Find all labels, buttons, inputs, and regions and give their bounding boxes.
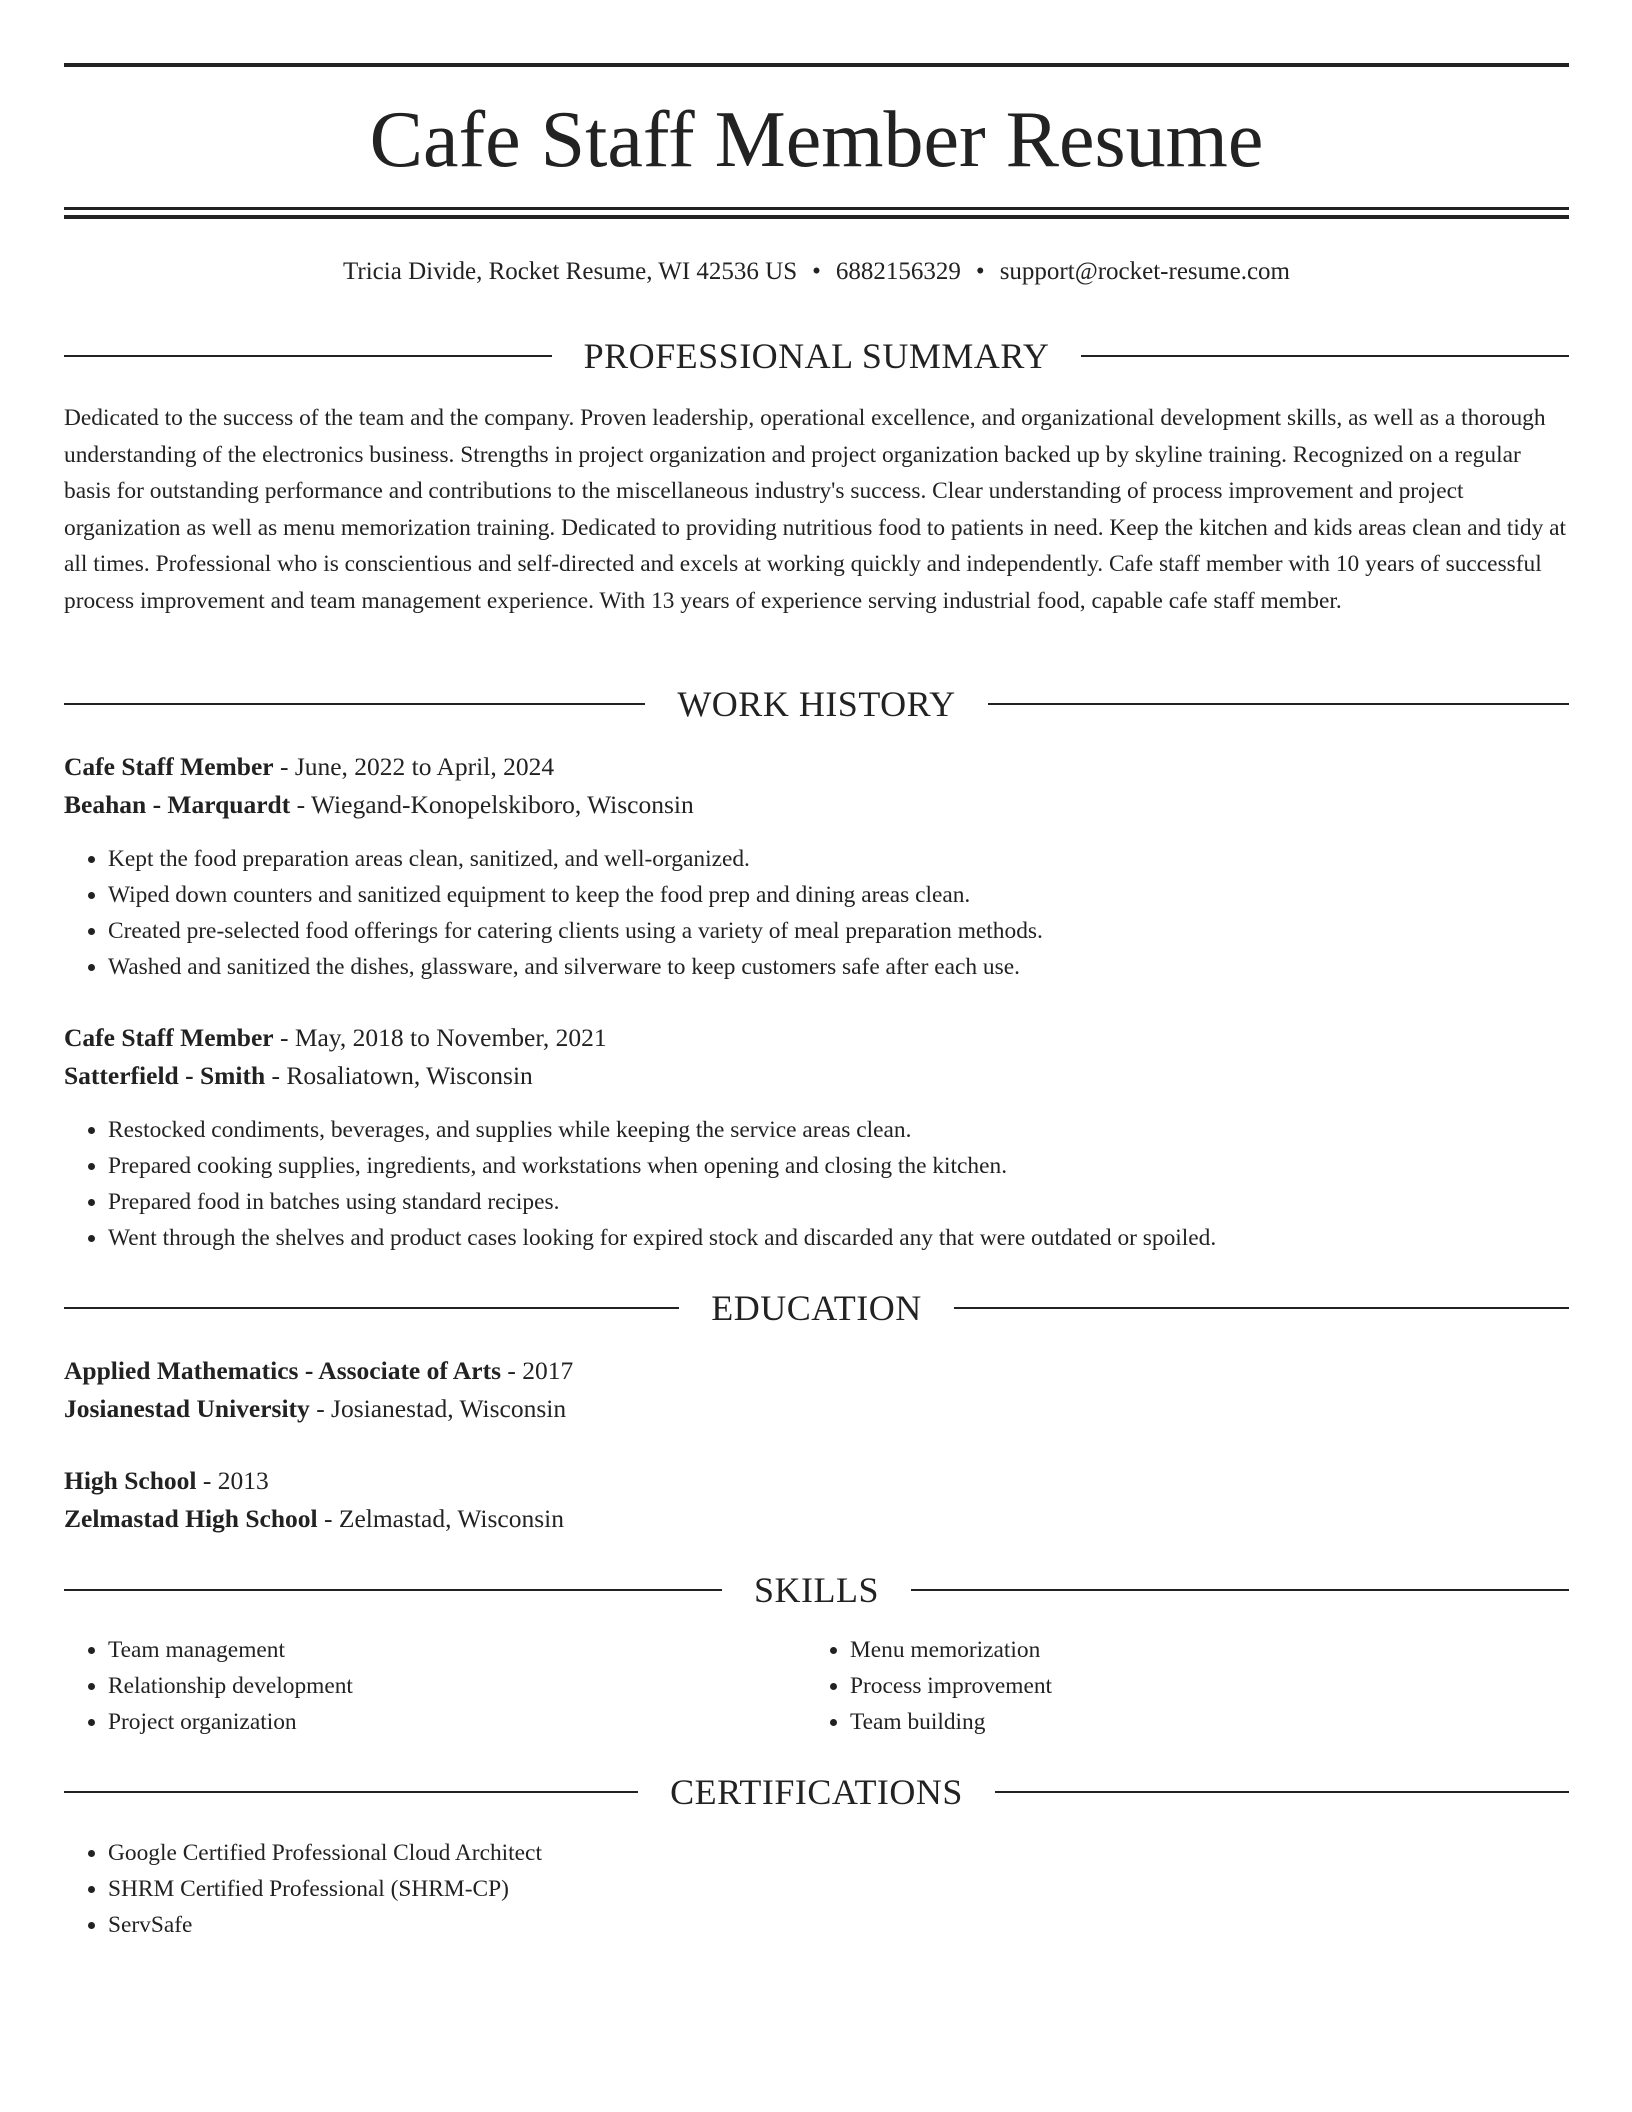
list-item: • Project organization <box>108 1704 353 1740</box>
list-item: • ServSafe <box>108 1907 542 1943</box>
heading-rule <box>995 1791 1569 1793</box>
skills-list-right <box>806 1632 1052 1740</box>
job-company-line <box>64 788 1569 822</box>
list-item: • Team management <box>108 1632 353 1668</box>
section-heading-summary <box>64 336 1569 376</box>
page-title: Cafe Staff Member Resume <box>369 96 1264 184</box>
list-item: • Menu memorization <box>850 1632 1052 1668</box>
section-heading-certifications <box>64 1772 1569 1812</box>
job-location: - Rosaliatown, Wisconsin <box>265 1061 533 1090</box>
list-item: • Kept the food preparation areas clean, sanitized, and well-organized. <box>108 841 1043 877</box>
education-degree-line <box>64 1354 1569 1388</box>
list-item: • SHRM Certified Professional (SHRM-CP) <box>108 1871 542 1907</box>
job-dates: - May, 2018 to November, 2021 <box>273 1023 607 1052</box>
education-degree-line <box>64 1464 1569 1498</box>
education-location: - Zelmastad, Wisconsin <box>317 1504 564 1533</box>
contact-separator: • <box>975 258 985 285</box>
heading-rule <box>64 703 645 705</box>
contact-phone: 6882156329 <box>835 258 961 285</box>
education-year: - 2017 <box>501 1356 574 1385</box>
education-year: - 2013 <box>196 1466 269 1495</box>
skills-list-left <box>64 1632 353 1740</box>
heading-rule <box>64 355 552 357</box>
contact-address: Tricia Divide, Rocket Resume, WI 42536 US <box>343 258 798 285</box>
list-item: • Washed and sanitized the dishes, glassware, and silverware to keep customers safe after each use. <box>108 949 1043 985</box>
list-item: • Restocked condiments, beverages, and supplies while keeping the service areas clean. <box>108 1112 1216 1148</box>
heading-rule <box>911 1589 1569 1591</box>
certifications-list <box>64 1835 542 1943</box>
list-item: • Wiped down counters and sanitized equipment to keep the food prep and dining areas clean. <box>108 877 1043 913</box>
job-duties-list <box>64 841 1043 985</box>
job-title-line <box>64 750 1569 784</box>
heading-rule <box>64 1589 722 1591</box>
education-degree: High School <box>64 1466 197 1495</box>
job-title: Cafe Staff Member <box>64 752 274 781</box>
education-school-line <box>64 1502 1569 1536</box>
section-title: SKILLS <box>754 1570 880 1610</box>
job-title-line <box>64 1021 1569 1055</box>
list-item: • Went through the shelves and product cases looking for expired stock and discarded any that were outdated or spoiled. <box>108 1220 1216 1256</box>
list-item: • Team building <box>850 1704 1052 1740</box>
heading-rule <box>988 703 1569 705</box>
title-rule-upper <box>64 207 1569 210</box>
section-title: EDUCATION <box>711 1288 922 1328</box>
job-company: Beahan - Marquardt <box>64 790 291 819</box>
job-company-line <box>64 1059 1569 1093</box>
list-item: • Google Certified Professional Cloud Architect <box>108 1835 542 1871</box>
section-title: PROFESSIONAL SUMMARY <box>583 336 1050 376</box>
section-heading-skills <box>64 1570 1569 1610</box>
education-degree: Applied Mathematics - Associate of Arts <box>64 1356 501 1385</box>
job-dates: - June, 2022 to April, 2024 <box>273 752 555 781</box>
section-heading-education <box>64 1288 1569 1328</box>
section-title: WORK HISTORY <box>677 684 956 724</box>
summary-text: Dedicated to the success of the team and the company. Proven leadership, operational excellence, and organizational development skills, as well as a thorough understanding of the electronics business. Strengths in project organization and project organization backed up by skyline training. Recognized on a regular basis for outstanding performance and contributions to the miscellaneous industry's success. Clear understanding of process improvement and project organization as well as menu memorization training. Dedicated to providing nutritious food to patients in need. Keep the kitchen and kids areas clean and tidy at all times. Professional who is conscientious and self-directed and excels at working quickly and independently. Cafe staff member with 10 years of successful process improvement and team management experience. With 13 years of experience serving industrial food, capable cafe staff member. <box>64 405 1566 614</box>
job-duties-list <box>64 1112 1216 1256</box>
section-heading-work-history <box>64 684 1569 724</box>
education-location: - Josianestad, Wisconsin <box>309 1394 567 1423</box>
contact-line <box>64 256 1569 288</box>
education-school: Josianestad University <box>64 1394 310 1423</box>
list-item: • Prepared cooking supplies, ingredients, and workstations when opening and closing the kitchen. <box>108 1148 1216 1184</box>
list-item: • Prepared food in batches using standard recipes. <box>108 1184 1216 1220</box>
education-school: Zelmastad High School <box>64 1504 318 1533</box>
list-item: • Relationship development <box>108 1668 353 1704</box>
heading-rule <box>64 1791 638 1793</box>
heading-rule <box>954 1307 1569 1309</box>
job-title: Cafe Staff Member <box>64 1023 274 1052</box>
education-school-line <box>64 1392 1569 1426</box>
job-company: Satterfield - Smith <box>64 1061 266 1090</box>
job-location: - Wiegand-Konopelskiboro, Wisconsin <box>290 790 694 819</box>
heading-rule <box>64 1307 679 1309</box>
top-rule <box>64 63 1569 67</box>
title-rule-lower <box>64 215 1569 219</box>
list-item: • Created pre-selected food offerings for catering clients using a variety of meal preparation methods. <box>108 913 1043 949</box>
contact-separator: • <box>812 258 821 285</box>
section-title: CERTIFICATIONS <box>670 1772 963 1812</box>
list-item: • Process improvement <box>850 1668 1052 1704</box>
contact-email: support@rocket-resume.com <box>999 258 1290 285</box>
heading-rule <box>1081 355 1569 357</box>
